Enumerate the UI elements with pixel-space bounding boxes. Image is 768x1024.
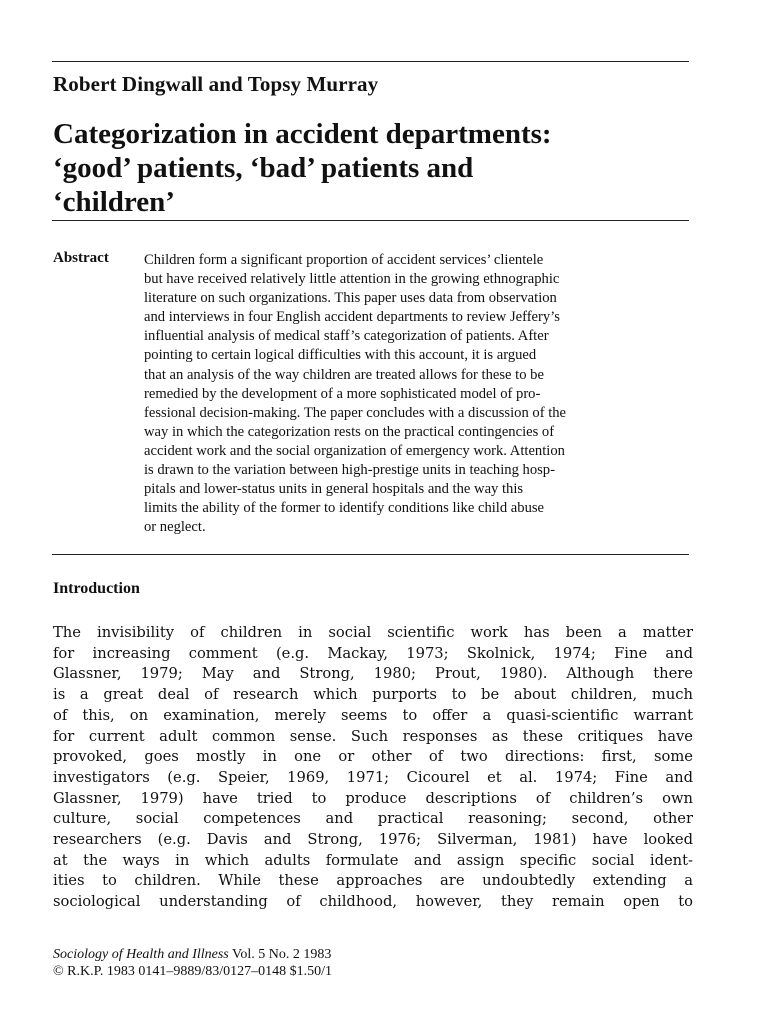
abstract-line: literature on such organizations. This paper uses data from observation (144, 290, 557, 307)
copyright-line: © R.K.P. 1983 0141–9889/83/0127–0148 $1.50/1 (53, 964, 332, 979)
body-line: is a great deal of research which purports to be about children, much (53, 686, 693, 704)
body-line: culture, social competences and practical reasoning; second, other (53, 810, 693, 828)
abstract-line: fessional decision-making. The paper concludes with a discussion of the (144, 404, 567, 421)
abstract-line: influential analysis of medical staff’s categorization of patients. After (144, 328, 549, 345)
body-line: researchers (e.g. Davis and Strong, 1976; Silverman, 1981) have looked (53, 831, 693, 849)
journal-citation (53, 946, 332, 963)
title-rule (52, 220, 689, 221)
abstract-line: remedied by the development of a more sophisticated model of pro- (144, 385, 541, 402)
body-line: for increasing comment (e.g. Mackay, 1973; Skolnick, 1974; Fine and (53, 644, 693, 662)
body-line: of this, on examination, merely seems to offer a quasi-scientific warrant (53, 706, 693, 724)
top-rule (52, 61, 689, 62)
title-line: Categorization in accident departments: (53, 118, 552, 150)
body-line: The invisibility of children in social scientific work has been a matter (53, 624, 693, 641)
body-line: ities to children. While these approaches are undoubtedly extending a (53, 872, 693, 890)
body-line: sociological understanding of childhood, however, they remain open to (53, 893, 693, 911)
title-line: ‘good’ patients, ‘bad’ patients and (53, 152, 474, 184)
abstract-line: way in which the categorization rests on the practical contingencies of (144, 423, 555, 440)
body-line: investigators (e.g. Speier, 1969, 1971; Cicourel et al. 1974; Fine and (53, 768, 693, 786)
body-line: Glassner, 1979; May and Strong, 1980; Prout, 1980). Although there (53, 665, 693, 683)
abstract-line: and interviews in four English accident departments to review Jeffery’s (144, 309, 560, 326)
abstract-line: pointing to certain logical difficulties with this account, it is argued (144, 347, 537, 364)
abstract-text (144, 251, 694, 537)
journal-issue: Vol. 5 No. 2 1983 (228, 947, 332, 962)
abstract-label: Abstract (53, 250, 109, 266)
abstract-line: that an analysis of the way children are treated allows for these to be (144, 366, 544, 383)
journal-name: Sociology of Health and Illness (53, 947, 229, 962)
body-line: Glassner, 1979) have tried to produce descriptions of children’s own (53, 789, 693, 807)
abstract-line: pitals and lower-status units in general hospitals and the way this (144, 481, 524, 498)
journal-footer (53, 946, 332, 980)
abstract-line: or neglect. (144, 519, 206, 536)
section-heading: Introduction (53, 580, 140, 597)
body-line: for current adult common sense. Such responses as these critiques have (53, 727, 693, 745)
body-text (53, 623, 693, 913)
title-line: ‘children’ (53, 186, 175, 218)
abstract-line: limits the ability of the former to identify conditions like child abuse (144, 500, 545, 517)
abstract-line: but have received relatively little attention in the growing ethnographic (144, 271, 560, 288)
body-line: at the ways in which adults formulate and assign specific social ident- (53, 851, 693, 869)
article-title (53, 117, 703, 219)
abstract-line: accident work and the social organization of emergency work. Attention (144, 442, 565, 459)
body-line: provoked, goes mostly in one or other of two directions: first, some (53, 748, 693, 766)
abstract-line: is drawn to the variation between high-prestige units in teaching hosp- (144, 462, 555, 479)
author-names: Robert Dingwall and Topsy Murray (53, 72, 379, 96)
abstract-line: Children form a significant proportion of accident services’ clientele (144, 252, 544, 268)
abstract-rule (52, 554, 689, 555)
